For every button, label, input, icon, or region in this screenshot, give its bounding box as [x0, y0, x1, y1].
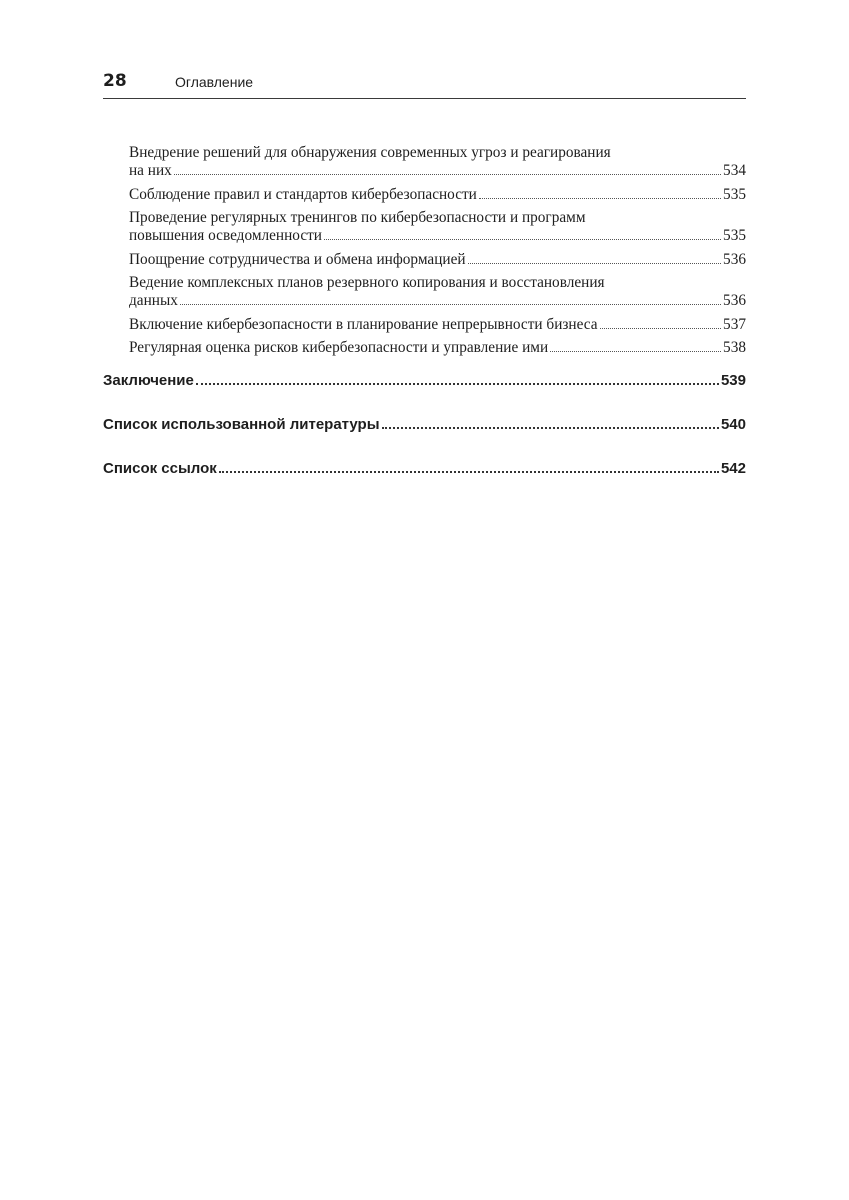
toc-main-entry-title: Заключение: [103, 372, 194, 389]
toc-entry-title-line: Проведение регулярных тренингов по кибербезопасности и программ: [129, 209, 586, 226]
toc-entry[interactable]: [103, 316, 746, 334]
toc-main-entry-page: 539: [720, 372, 746, 389]
dot-leader: [174, 174, 721, 175]
toc-entry-title: на них: [129, 162, 172, 179]
dot-leader: [468, 263, 722, 264]
dot-leader: [219, 471, 719, 473]
toc-entry-title: Поощрение сотрудничества и обмена информацией: [129, 250, 466, 268]
dot-leader: [180, 304, 721, 305]
toc-entry-page: 538: [723, 339, 746, 356]
toc-entry-title: Соблюдение правил и стандартов кибербезопасности: [129, 185, 477, 203]
toc-main-entry-page: 542: [720, 460, 746, 477]
toc-main-entry[interactable]: [103, 459, 746, 479]
dot-leader: [600, 328, 721, 329]
toc-entry-page: 534: [723, 162, 746, 179]
page-number: 28: [103, 71, 127, 91]
toc-entry-page: 537: [723, 315, 746, 333]
toc-main-entry[interactable]: [103, 415, 746, 435]
dot-leader: [479, 198, 721, 199]
toc-entry[interactable]: [103, 144, 746, 180]
toc-entry-page: 536: [723, 250, 746, 268]
toc-main-entry[interactable]: [103, 371, 746, 391]
toc-entry[interactable]: [103, 186, 746, 204]
toc-entry[interactable]: [103, 274, 746, 310]
toc-entry-title-line: Внедрение решений для обнаружения современных угроз и реагирования: [129, 144, 611, 161]
table-of-contents: [103, 144, 746, 479]
dot-leader: [196, 383, 719, 385]
running-header: [103, 68, 746, 99]
toc-entry-page: 535: [723, 227, 746, 244]
running-title: Оглавление: [175, 74, 254, 90]
toc-entry-title: Включение кибербезопасности в планирование непрерывности бизнеса: [129, 315, 598, 333]
toc-main-entry-title: Список использованной литературы: [103, 416, 380, 433]
toc-entry[interactable]: [103, 209, 746, 245]
toc-entry-page: 536: [723, 292, 746, 309]
toc-main-entry-title: Список ссылок: [103, 460, 217, 477]
dot-leader: [550, 351, 721, 352]
toc-entry-page: 535: [723, 185, 746, 203]
toc-main-entry-page: 540: [720, 416, 746, 433]
toc-entry-title: повышения осведомленности: [129, 227, 322, 244]
toc-entry-title: данных: [129, 292, 178, 309]
dot-leader: [382, 427, 719, 429]
toc-entry-title: Регулярная оценка рисков кибербезопасности и управление ими: [129, 339, 549, 356]
dot-leader: [324, 239, 721, 240]
toc-entry[interactable]: [103, 339, 746, 357]
toc-entry-title-line: Ведение комплексных планов резервного копирования и восстановления: [129, 274, 605, 291]
toc-entry[interactable]: [103, 251, 746, 269]
